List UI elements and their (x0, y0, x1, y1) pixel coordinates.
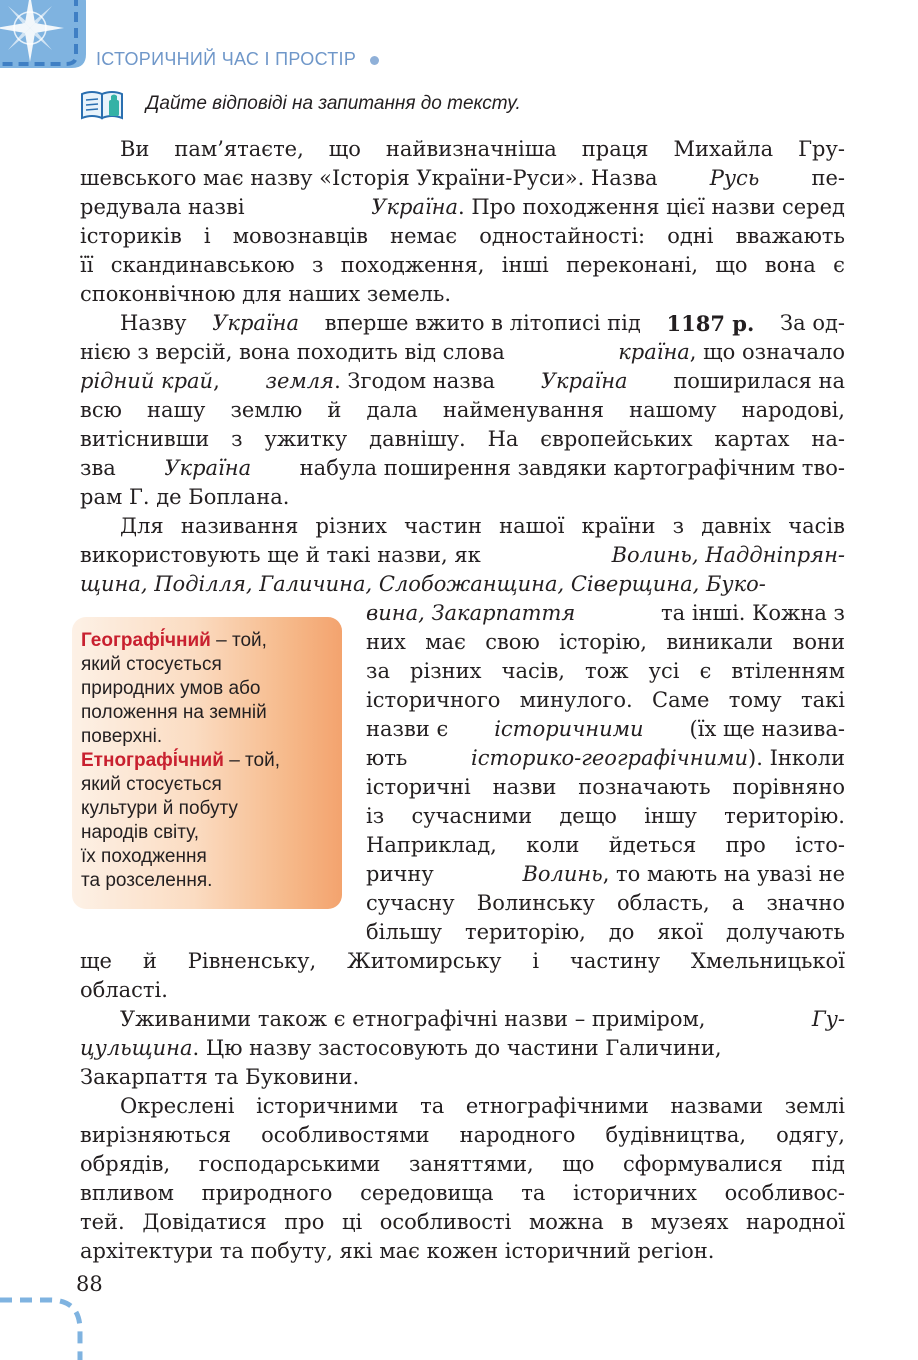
word: сучасну (366, 891, 455, 915)
word: часів (788, 514, 845, 538)
header-dot-icon (370, 56, 379, 65)
word: має (425, 630, 466, 654)
word: область, (617, 891, 710, 915)
text-line (80, 1150, 845, 1179)
word: природного (201, 1181, 333, 1205)
word: виникали (666, 630, 774, 654)
word: різних (410, 659, 482, 683)
word: найменування (442, 398, 605, 422)
task-text: Дайте відповіді на запитання до тексту. (146, 93, 521, 114)
text-line: рідний край, земля. Згодом назва Україна поширилася на (80, 369, 845, 393)
word: якої (657, 920, 704, 944)
word: Довідатися (142, 1210, 267, 1234)
text-line (80, 135, 845, 164)
word: вони (792, 630, 845, 654)
word: свою (485, 630, 540, 654)
text-line: споконвічною для наших земель. (80, 282, 452, 306)
word: усі (648, 659, 680, 683)
word: обрядів, (80, 1152, 171, 1176)
word: Михайла (673, 137, 774, 161)
word: європейських (540, 427, 693, 451)
word: істо- (795, 833, 845, 857)
word: історичні (366, 775, 471, 799)
word: позначають (578, 775, 711, 799)
word: будівництва, (605, 1123, 747, 1147)
text-line (80, 222, 845, 251)
word: що (715, 253, 748, 277)
text-line (80, 1121, 845, 1150)
word: більшу (366, 920, 443, 944)
text-line: шевського має назву «Історія України-Руси». Назва Русь пе- (80, 166, 845, 190)
text-line (366, 657, 845, 686)
word: тож (585, 659, 629, 683)
glossary-entry-geographic: Географі́чний – той, (81, 630, 267, 651)
word: немає (390, 224, 458, 248)
glossary-def-line: та розселення. (81, 870, 213, 891)
word: одностайності: (479, 224, 646, 248)
glossary-def-line: їх походження (81, 846, 207, 867)
corner-decoration-icon (0, 1290, 100, 1360)
text-line: цульщина. Цю назву застосовують до частини Галичини, (80, 1036, 722, 1060)
word: пам’ятаєте, (174, 137, 304, 161)
text-line (366, 831, 845, 860)
text-line (80, 947, 845, 976)
text-line (366, 802, 845, 831)
word: особливос- (724, 1181, 845, 1205)
word: витіснивши (80, 427, 210, 451)
word: ужитку (264, 427, 348, 451)
word: істориків (80, 224, 182, 248)
text-line: області. (80, 978, 168, 1002)
glossary-box (72, 617, 342, 909)
word: різних (315, 514, 387, 538)
word: вважають (735, 224, 845, 248)
text-line (366, 628, 845, 657)
word: назвами (670, 1094, 764, 1118)
text-line: використовують ще й такі назви, як Волинь, Наддніпрян- (80, 543, 845, 567)
word: на- (811, 427, 845, 451)
word: та (521, 1181, 546, 1205)
text-line (80, 251, 845, 280)
word: народові, (741, 398, 845, 422)
glossary-def-line: поверхні. (81, 726, 163, 747)
word: Наприклад, (366, 833, 497, 857)
word: тому (728, 688, 782, 712)
word: На (487, 427, 519, 451)
glossary-def-line: культури й побуту (81, 798, 238, 819)
text-line: ють історико-географічними). Інколи (366, 746, 845, 770)
word: заняттями, (408, 1152, 534, 1176)
word: землі (784, 1094, 845, 1118)
glossary-def-line: який стосується (81, 654, 222, 675)
word: інші (501, 253, 549, 277)
text-line: Уживаними також є етнографічні назви – приміром, Гу- (120, 1007, 845, 1031)
word: ці (341, 1210, 363, 1234)
word: давнішу. (369, 427, 466, 451)
text-line: редувала назві Україна. Про походження цієї назви серед (80, 195, 845, 219)
word: що (562, 1152, 595, 1176)
word: частин (404, 514, 482, 538)
word: історичних (573, 1181, 697, 1205)
word: йдеться (608, 833, 697, 857)
word: давніх (701, 514, 772, 538)
word: нашому (629, 398, 717, 422)
word: Ви (120, 137, 150, 161)
word: минулого. (519, 688, 633, 712)
word: часів, (501, 659, 565, 683)
word: до (608, 920, 635, 944)
word: Рівненську, (187, 949, 317, 973)
word: сформувалися (623, 1152, 783, 1176)
word: нашої (499, 514, 565, 538)
word: й (327, 398, 342, 422)
word: й (142, 949, 157, 973)
word: музеях (650, 1210, 729, 1234)
word: можна (528, 1210, 604, 1234)
word: скандинавською (110, 253, 295, 277)
word: що (328, 137, 361, 161)
word: її (80, 253, 94, 277)
text-line: нією з версій, вона походить від слова країна, що означало (80, 340, 845, 364)
word: порівняно (732, 775, 845, 799)
word: є (833, 253, 845, 277)
glossary-def-line: народів світу, (81, 822, 200, 843)
word: з (672, 514, 685, 538)
text-line: ричну Волинь, то мають на увазі не (366, 862, 845, 886)
word: з (231, 427, 243, 451)
word: історичними (256, 1094, 399, 1118)
word: про (284, 1210, 325, 1234)
word: одні (667, 224, 714, 248)
glossary-def-line: природних умов або (81, 678, 261, 699)
word: а (731, 891, 745, 915)
word: землю (230, 398, 303, 422)
word: історичного (366, 688, 501, 712)
word: такі (800, 688, 845, 712)
word: територію. (724, 804, 845, 828)
word: дещо (559, 804, 617, 828)
word: переконані, (566, 253, 699, 277)
word: і (532, 949, 540, 973)
word: походження, (340, 253, 485, 277)
word: за (366, 659, 390, 683)
word: долучають (725, 920, 845, 944)
word: Волинську (476, 891, 595, 915)
word: іншу (644, 804, 697, 828)
text-line: зва Україна набула поширення завдяки картографічним тво- (80, 456, 845, 480)
text-line (366, 889, 845, 918)
word: народної (746, 1210, 845, 1234)
word: під (811, 1152, 845, 1176)
word: картах (714, 427, 790, 451)
word: господарськими (198, 1152, 381, 1176)
word: народного (459, 1123, 576, 1147)
word: коли (526, 833, 580, 857)
word: частину (569, 949, 661, 973)
word: і (203, 224, 211, 248)
word: є (699, 659, 712, 683)
text-line (80, 1092, 845, 1121)
word: тей. (80, 1210, 125, 1234)
word: середовища (360, 1181, 494, 1205)
text-line: рам Г. де Боплана. (80, 485, 290, 509)
word: сучасними (411, 804, 533, 828)
glossary-term: Етнографі́чний (81, 750, 224, 771)
text-line: Закарпаття та Буковини. (80, 1065, 360, 1089)
text-line (80, 512, 845, 541)
word: вирізняються (80, 1123, 232, 1147)
word: них (366, 630, 406, 654)
book-question-icon (80, 90, 126, 120)
word: праця (581, 137, 649, 161)
word: всю (80, 398, 122, 422)
word: Окреслені (120, 1094, 235, 1118)
word: історію, (559, 630, 647, 654)
word: Гру- (798, 137, 845, 161)
word: територію, (464, 920, 586, 944)
glossary-def-line: положення на земній (81, 702, 267, 723)
text-line (366, 918, 845, 947)
section-header (96, 49, 379, 70)
word: особливості (379, 1210, 512, 1234)
word: та (420, 1094, 445, 1118)
text-line (80, 396, 845, 425)
section-title: ІСТОРИЧНИЙ ЧАС І ПРОСТІР (96, 49, 357, 69)
word: одягу, (776, 1123, 845, 1147)
word: впливом (80, 1181, 174, 1205)
word: в (621, 1210, 634, 1234)
word: етнографічними (465, 1094, 649, 1118)
word: найвизначніша (385, 137, 557, 161)
text-line (80, 425, 845, 454)
text-line: Назву Україна вперше вжито в літописі під 1187 р. За од- (120, 311, 845, 336)
word: вона (764, 253, 816, 277)
word: назви (492, 775, 557, 799)
word: про (725, 833, 766, 857)
glossary-entry-ethnographic: Етнографі́чний – той, (81, 750, 280, 771)
text-line: вина, Закарпаття та інші. Кожна з (366, 601, 845, 625)
word: із (366, 804, 385, 828)
word: особливостями (261, 1123, 430, 1147)
word: Саме (652, 688, 710, 712)
text-line: архітектури та побуту, які має кожен історичний регіон. (80, 1239, 715, 1263)
text-line: щина, Поділля, Галичина, Слобожанщина, Сіверщина, Буко- (80, 572, 766, 596)
glossary-term: Географі́чний (81, 630, 211, 651)
word: країни (581, 514, 656, 538)
text-line (80, 1208, 845, 1237)
word: з (311, 253, 324, 277)
word: Житомирську (347, 949, 502, 973)
word: називання (180, 514, 299, 538)
text-line (366, 773, 845, 802)
word: втіленням (731, 659, 845, 683)
word: значно (766, 891, 845, 915)
glossary-def-line: який стосується (81, 774, 222, 795)
text-line (366, 686, 845, 715)
word: Хмельницької (691, 949, 845, 973)
text-line (80, 1179, 845, 1208)
word: нашу (146, 398, 206, 422)
word: дала (366, 398, 418, 422)
page-number: 88 (76, 1272, 103, 1296)
compass-rose-icon (0, 0, 90, 72)
word: ще (80, 949, 112, 973)
word: мовознавців (232, 224, 368, 248)
word: Для (120, 514, 164, 538)
text-line: назви є історичними (їх ще назива- (366, 717, 845, 741)
